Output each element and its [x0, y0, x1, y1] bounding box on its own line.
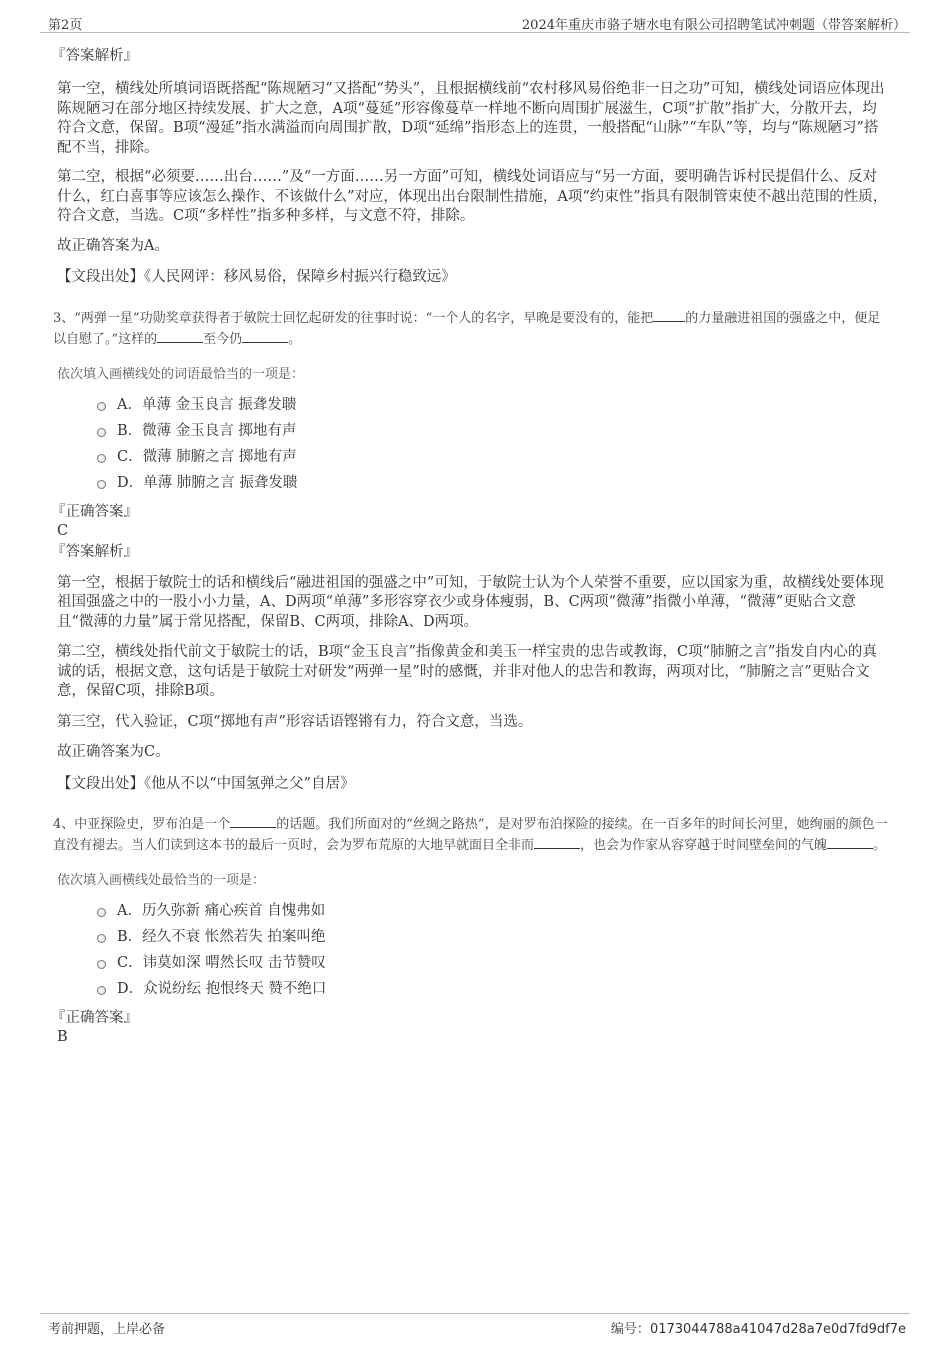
analysis-conclusion: 故正确答案为C。 — [57, 744, 170, 760]
fill-blank — [157, 330, 203, 343]
stem-text: 3、“两弹一星”功勋奖章获得者于敏院士回忆起研发的往事时说：“一个人的名字，早晚是要没有的，能把 — [53, 310, 654, 326]
option-label: A．单薄 金玉良言 振聋发聩 — [117, 396, 297, 413]
stem-text: ，也会为作家从容穿越于时间壁垒间的气魄 — [580, 838, 828, 853]
options-list — [57, 392, 890, 496]
option-b[interactable] — [57, 418, 890, 444]
option-label: B．经久不衰 怅然若失 拍案叫绝 — [117, 929, 326, 945]
radio-button[interactable] — [97, 428, 106, 437]
stem-text: 4、中亚探险史，罗布泊是一个 — [53, 817, 231, 832]
radio-button[interactable] — [97, 402, 106, 411]
source-citation: 【文段出处】《他从不以“中国氢弹之父”自居》 — [57, 775, 355, 792]
radio-button[interactable] — [97, 480, 106, 489]
analysis-paragraph: 第二空，横线处指代前文于敏院士的话，B项“金玉良言”指像黄金和美玉一样宝贵的忠告或教诲，C项“肺腑之言”指发自内心的真诚的话，根据文意，这句话是于敏院士对研发“两弹一星”时的感慨，并非对他人的忠告和教诲，两项对比，“肺腑之言”更贴合文意，保留C项，排除B项。 — [57, 644, 877, 699]
options-list — [57, 898, 890, 1002]
code-value: 0173044788a41047d28a7e0d7fd9df7e — [649, 1322, 906, 1337]
option-d[interactable] — [57, 976, 890, 1002]
option-label: C．微薄 肺腑之言 掷地有声 — [117, 448, 297, 465]
analysis-label: 『答案解析』 — [51, 543, 138, 560]
analysis-label: 『答案解析』 — [51, 48, 138, 64]
document-body — [51, 46, 890, 1046]
footer-slogan: 考前押题，上岸必备 — [48, 1322, 166, 1337]
radio-button[interactable] — [97, 934, 106, 943]
option-b[interactable] — [57, 924, 890, 950]
fill-blank — [827, 836, 873, 849]
code-label: 编号： — [610, 1322, 650, 1337]
option-a[interactable] — [57, 392, 890, 418]
option-a[interactable] — [57, 898, 890, 924]
option-label: C．讳莫如深 喟然长叹 击节赞叹 — [117, 955, 326, 971]
analysis-conclusion: 故正确答案为A。 — [57, 237, 169, 254]
question-4 — [51, 814, 890, 1046]
option-label: D．众说纷纭 抱恨终天 赞不绝口 — [117, 981, 327, 997]
question-3 — [51, 308, 890, 795]
correct-answer-label: 『正确答案』 — [51, 1010, 138, 1026]
stem-text: 。 — [288, 331, 302, 347]
radio-button[interactable] — [97, 960, 106, 969]
analysis-paragraph: 第一空，横线处所填词语既搭配“陈规陋习”又搭配“势头”，且根据横线前“农村移风易俗绝非一日之功”可知，横线处词语应体现出陈规陋习在部分地区持续发展、扩大之意，A项“蔓延”形容像蔓草一样地不断向周围扩展滋生，C项“扩散”指扩大，分散开去，均符合文意，保留。B项“漫延”指水满溢而向周围扩散，D项“延绵”指形态上的连贯，一般搭配“山脉”“车队”等，均与“陈规陋习”搭配不当，排除。 — [57, 81, 885, 156]
correct-answer: C — [57, 522, 69, 539]
radio-button[interactable] — [97, 986, 106, 995]
option-label: A．历久弥新 痛心疾首 自愧弗如 — [117, 903, 326, 919]
fill-blank — [534, 836, 580, 849]
analysis-paragraph: 第二空，根据“必须要……出台……”及“一方面……另一方面”可知，横线处词语应与“另一方面，要明确告诉村民提倡什么、反对什么，红白喜事等应该怎么操作、不该做什么”对应，体现出出台限制性措施，A项“约束性”指具有限制管束使不越出范围的性质，符合文意，当选。C项“多样性”指多种多样，与文意不符，排除。 — [57, 169, 888, 224]
document-code — [611, 1318, 906, 1337]
source-citation: 【文段出处】《人民网评：移风易俗，保障乡村振兴行稳致远》 — [57, 269, 456, 285]
option-label: B．微薄 金玉良言 掷地有声 — [117, 422, 297, 439]
stem-text: 。 — [873, 838, 887, 853]
question-stem — [53, 308, 890, 350]
question-prompt: 依次填入画横线处最恰当的一项是： — [57, 873, 266, 888]
option-c[interactable] — [57, 444, 890, 470]
page-header — [40, 10, 910, 33]
analysis-paragraph: 第三空，代入验证，C项“掷地有声”形容话语铿锵有力，符合文意，当选。 — [57, 713, 533, 730]
document-title: 2024年重庆市骆子塘水电有限公司招聘笔试冲刺题（带答案解析） — [521, 18, 906, 33]
option-c[interactable] — [57, 950, 890, 976]
radio-button[interactable] — [97, 908, 106, 917]
stem-text: 的力量融进祖国的强盛之中，便足以自慰了。”这样的 — [53, 310, 881, 347]
page-footer — [40, 1313, 910, 1336]
correct-answer: B — [57, 1029, 68, 1045]
option-label: D．单薄 肺腑之言 振聋发聩 — [117, 474, 298, 491]
analysis-paragraph: 第一空，根据于敏院士的话和横线后“融进祖国的强盛之中”可知，于敏院士认为个人荣誉不重要，应以国家为重，故横线处要体现祖国强盛之中的一股小小力量，A、D两项“单薄”多形容穿衣少或身体瘦弱，B、C两项“微薄”指微小单薄，“微薄”更贴合文意且“微薄的力量”属于常见搭配，保留B、C两项，排除A、D两项。 — [57, 574, 884, 630]
question-stem — [53, 814, 890, 856]
fill-blank — [653, 309, 685, 322]
q2-analysis — [51, 46, 890, 288]
stem-text: 的话题。我们所面对的“丝绸之路热”，是对罗布泊探险的接续。在一百多年的时间长河里，她绚丽的颜色一直没有褪去。当人们读到这本书的最后一页时，会为罗布荒原的大地早就面目全非而 — [53, 817, 888, 853]
correct-answer-label: 『正确答案』 — [51, 503, 138, 520]
page-number: 第2页 — [48, 18, 83, 33]
option-d[interactable] — [57, 470, 890, 496]
radio-button[interactable] — [97, 454, 106, 463]
fill-blank — [242, 330, 288, 343]
stem-text: 至今仍 — [203, 331, 243, 347]
question-prompt: 依次填入画横线处的词语最恰当的一项是： — [57, 366, 305, 382]
fill-blank — [230, 815, 276, 828]
